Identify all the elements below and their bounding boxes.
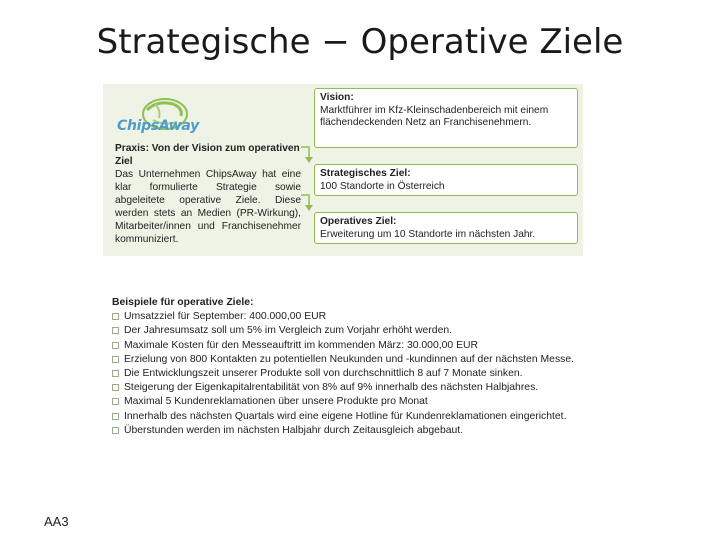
examples-list xyxy=(112,310,612,438)
list-item: Erzielung von 800 Kontakten zu potentiellen Neukunden und -kundinnen auf der nächsten Messe. xyxy=(112,353,612,367)
arrow-down-icon xyxy=(299,194,319,212)
praxis-title: Praxis: Von der Vision zum operativen Ziel xyxy=(115,143,300,167)
strategic-text: 100 Standorte in Österreich xyxy=(320,180,445,192)
checkbox-icon xyxy=(112,384,119,391)
vision-text: Marktführer im Kfz-Kleinschadenbereich mit einem flächendeckenden Netz an Franchisenehmern. xyxy=(320,104,549,128)
operative-title: Operatives Ziel: xyxy=(320,216,397,227)
slide-footer: AA3 xyxy=(44,514,69,529)
list-item: Überstunden werden im nächsten Halbjahr durch Zeitausgleich abgebaut. xyxy=(112,424,612,438)
list-item: Steigerung der Eigenkapitalrentabilität von 8% auf 9% innerhalb des nächsten Halbjahres. xyxy=(112,381,612,395)
list-item: Innerhalb des nächsten Quartals wird eine eigene Hotline für Kundenreklamationen eingerichtet. xyxy=(112,410,612,424)
strategic-goal-box xyxy=(314,164,578,196)
checkbox-icon xyxy=(112,342,119,349)
praxis-body: Das Unternehmen ChipsAway hat eine klar formulierte Strategie sowie abgeleitete operative Ziele. Diese werden stets an Medien (PR-Wirkung), Mitarbeiter/innen und Franchisenehmer kommuniziert. xyxy=(115,169,301,245)
list-item: Maximal 5 Kundenreklamationen über unsere Produkte pro Monat xyxy=(112,395,612,409)
vision-title: Vision: xyxy=(320,92,354,103)
operative-text: Erweiterung um 10 Standorte im nächsten Jahr. xyxy=(320,228,536,240)
list-item: Maximale Kosten für den Messeauftritt im kommenden März: 30.000,00 EUR xyxy=(112,339,612,353)
logo-text: ChipsAway xyxy=(117,118,199,134)
checkbox-icon xyxy=(112,313,119,320)
strategic-title: Strategisches Ziel: xyxy=(320,168,411,179)
vision-box xyxy=(314,88,578,148)
chipsaway-logo xyxy=(113,94,209,140)
checkbox-icon xyxy=(112,370,119,377)
operative-goal-box xyxy=(314,212,578,244)
checkbox-icon xyxy=(112,327,119,334)
praxis-section xyxy=(115,142,301,246)
examples-title: Beispiele für operative Ziele: xyxy=(112,297,254,308)
examples-section xyxy=(112,296,612,438)
checkbox-icon xyxy=(112,413,119,420)
slide-title: Strategische − Operative Ziele xyxy=(96,22,624,62)
list-item: Der Jahresumsatz soll um 5% im Vergleich zum Vorjahr erhöht werden. xyxy=(112,324,612,338)
checkbox-icon xyxy=(112,398,119,405)
checkbox-icon xyxy=(112,356,119,363)
list-item: Die Entwicklungszeit unserer Produkte soll von durchschnittlich 8 auf 7 Monate sinken. xyxy=(112,367,612,381)
arrow-down-icon xyxy=(299,146,319,164)
strategy-figure xyxy=(103,84,583,256)
checkbox-icon xyxy=(112,427,119,434)
list-item: Umsatzziel für September: 400.000,00 EUR xyxy=(112,310,612,324)
